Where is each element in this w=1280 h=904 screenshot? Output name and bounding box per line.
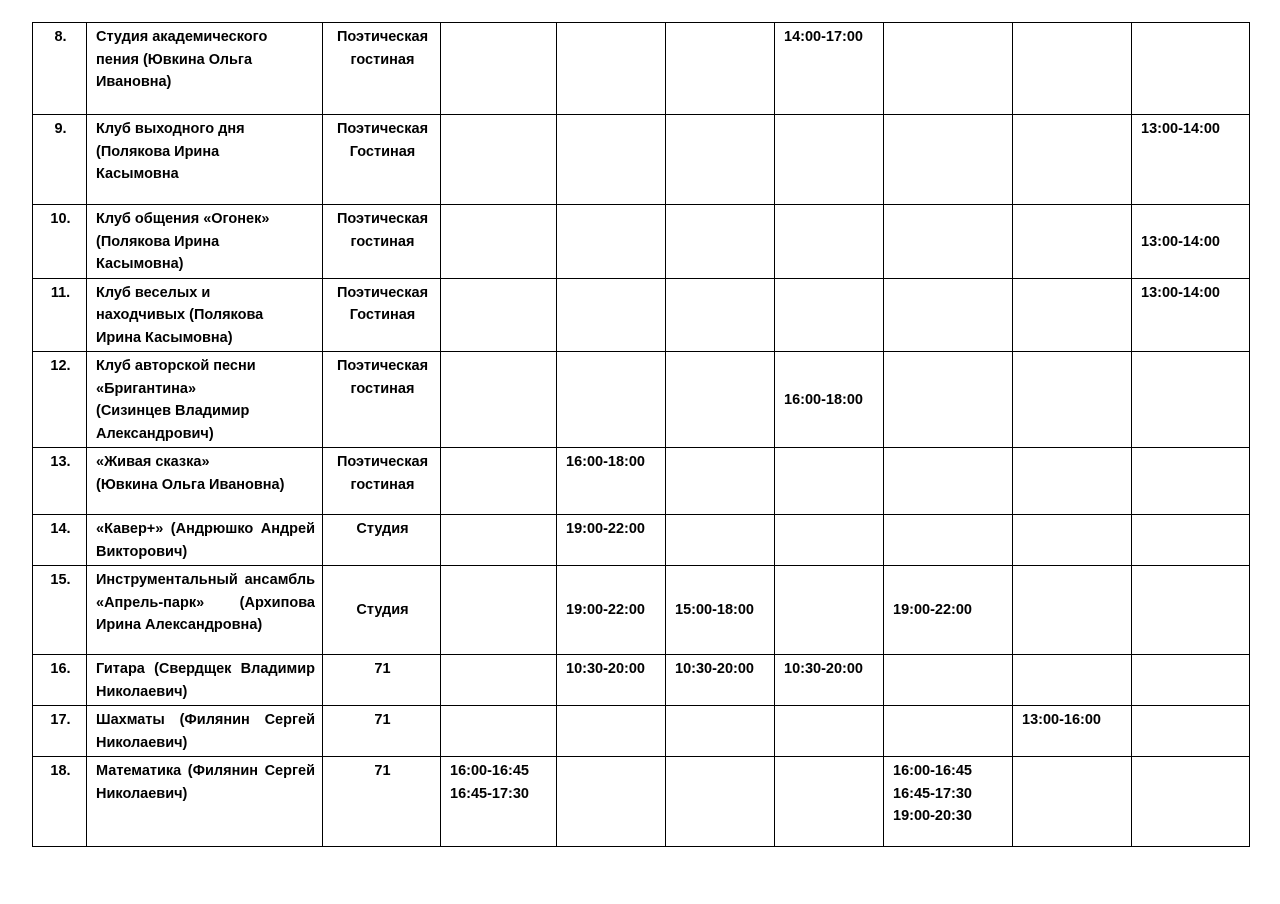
room-cell: Поэтическая Гостиная (323, 278, 441, 352)
schedule-table (32, 22, 1250, 847)
time-cell (1013, 352, 1132, 448)
row-number: 14. (33, 515, 87, 566)
time-cell (441, 352, 557, 448)
time-cell (441, 278, 557, 352)
time-cell (1013, 448, 1132, 515)
time-cell (557, 205, 666, 279)
row-number: 18. (33, 757, 87, 847)
time-cell (1132, 448, 1250, 515)
time-cell (666, 757, 775, 847)
time-cell (775, 115, 884, 205)
time-cell (1013, 115, 1132, 205)
time-cell (666, 278, 775, 352)
room-cell: 71 (323, 757, 441, 847)
row-number: 10. (33, 205, 87, 279)
activity-name: Клуб общения «Огонек» (Полякова Ирина Касымовна) (87, 205, 323, 279)
activity-name: Шахматы (Филянин Сергей Николаевич) (87, 706, 323, 757)
activity-name: Клуб авторской песни «Бригантина» (Сизинцев Владимир Александрович) (87, 352, 323, 448)
room-cell: Поэтическая гостиная (323, 352, 441, 448)
time-cell (666, 23, 775, 115)
table-row (33, 448, 1250, 515)
time-cell (1132, 757, 1250, 847)
time-cell (666, 352, 775, 448)
table-row (33, 706, 1250, 757)
time-cell (666, 205, 775, 279)
time-cell (884, 205, 1013, 279)
row-number: 15. (33, 566, 87, 655)
time-cell (1132, 352, 1250, 448)
time-cell (775, 205, 884, 279)
activity-name: Клуб веселых и находчивых (Полякова Ирина Касымовна) (87, 278, 323, 352)
time-cell (1013, 23, 1132, 115)
room-cell: 71 (323, 655, 441, 706)
time-cell: 16:00-18:00 (775, 352, 884, 448)
time-cell (1013, 278, 1132, 352)
time-cell (884, 655, 1013, 706)
time-cell (1013, 655, 1132, 706)
time-cell: 10:30-20:00 (775, 655, 884, 706)
time-cell (884, 448, 1013, 515)
activity-name: Клуб выходного дня (Полякова Ирина Касымовна (87, 115, 323, 205)
time-cell (441, 23, 557, 115)
room-cell: Поэтическая гостиная (323, 448, 441, 515)
room-cell: Студия (323, 515, 441, 566)
time-cell: 19:00-22:00 (557, 566, 666, 655)
activity-name: Инструментальный ансамбль «Апрель-парк» (Архипова Ирина Александровна) (87, 566, 323, 655)
table-row (33, 352, 1250, 448)
table-row (33, 278, 1250, 352)
time-cell (775, 448, 884, 515)
time-cell (884, 115, 1013, 205)
activity-name: Гитара (Свердщек Владимир Николаевич) (87, 655, 323, 706)
time-cell (441, 205, 557, 279)
time-cell: 13:00-14:00 (1132, 205, 1250, 279)
table-row (33, 115, 1250, 205)
time-cell (441, 566, 557, 655)
time-cell (1132, 706, 1250, 757)
activity-name: «Живая сказка» (Ювкина Ольга Ивановна) (87, 448, 323, 515)
time-cell (1013, 205, 1132, 279)
room-cell: Поэтическая Гостиная (323, 115, 441, 205)
table-row (33, 515, 1250, 566)
time-cell (884, 278, 1013, 352)
row-number: 17. (33, 706, 87, 757)
row-number: 12. (33, 352, 87, 448)
time-cell (884, 706, 1013, 757)
time-cell (775, 515, 884, 566)
table-row (33, 205, 1250, 279)
time-cell (557, 23, 666, 115)
time-cell: 13:00-14:00 (1132, 115, 1250, 205)
activity-name: «Кавер+» (Андрюшко Андрей Викторович) (87, 515, 323, 566)
time-cell (884, 515, 1013, 566)
time-cell (557, 115, 666, 205)
room-cell: Поэтическая гостиная (323, 23, 441, 115)
time-cell (557, 706, 666, 757)
time-cell (1132, 515, 1250, 566)
time-cell (1132, 566, 1250, 655)
schedule-body (33, 23, 1250, 847)
row-number: 13. (33, 448, 87, 515)
row-number: 16. (33, 655, 87, 706)
time-cell (557, 757, 666, 847)
time-cell (1013, 566, 1132, 655)
time-cell (441, 115, 557, 205)
time-cell (884, 352, 1013, 448)
row-number: 11. (33, 278, 87, 352)
row-number: 8. (33, 23, 87, 115)
time-cell: 19:00-22:00 (884, 566, 1013, 655)
room-cell: Студия (323, 566, 441, 655)
table-row (33, 566, 1250, 655)
time-cell (666, 115, 775, 205)
table-row (33, 655, 1250, 706)
time-cell (557, 278, 666, 352)
room-cell: 71 (323, 706, 441, 757)
time-cell (666, 448, 775, 515)
time-cell: 13:00-16:00 (1013, 706, 1132, 757)
time-cell: 10:30-20:00 (557, 655, 666, 706)
time-cell (1013, 515, 1132, 566)
time-cell: 19:00-22:00 (557, 515, 666, 566)
time-cell (775, 566, 884, 655)
time-cell (666, 706, 775, 757)
time-cell (441, 655, 557, 706)
time-cell (557, 352, 666, 448)
time-cell: 15:00-18:00 (666, 566, 775, 655)
time-cell (775, 706, 884, 757)
time-cell (441, 515, 557, 566)
time-cell (1132, 23, 1250, 115)
time-cell (666, 515, 775, 566)
activity-name: Математика (Филянин Сергей Николаевич) (87, 757, 323, 847)
table-row (33, 23, 1250, 115)
activity-name: Студия академического пения (Ювкина Ольга Ивановна) (87, 23, 323, 115)
time-cell (775, 278, 884, 352)
time-cell: 16:00-18:00 (557, 448, 666, 515)
time-cell: 13:00-14:00 (1132, 278, 1250, 352)
time-cell: 16:00-16:45 16:45-17:30 (441, 757, 557, 847)
time-cell: 10:30-20:00 (666, 655, 775, 706)
row-number: 9. (33, 115, 87, 205)
room-cell: Поэтическая гостиная (323, 205, 441, 279)
time-cell (441, 706, 557, 757)
time-cell (1013, 757, 1132, 847)
time-cell (884, 23, 1013, 115)
time-cell (1132, 655, 1250, 706)
time-cell: 16:00-16:45 16:45-17:30 19:00-20:30 (884, 757, 1013, 847)
time-cell: 14:00-17:00 (775, 23, 884, 115)
table-row (33, 757, 1250, 847)
time-cell (775, 757, 884, 847)
time-cell (441, 448, 557, 515)
